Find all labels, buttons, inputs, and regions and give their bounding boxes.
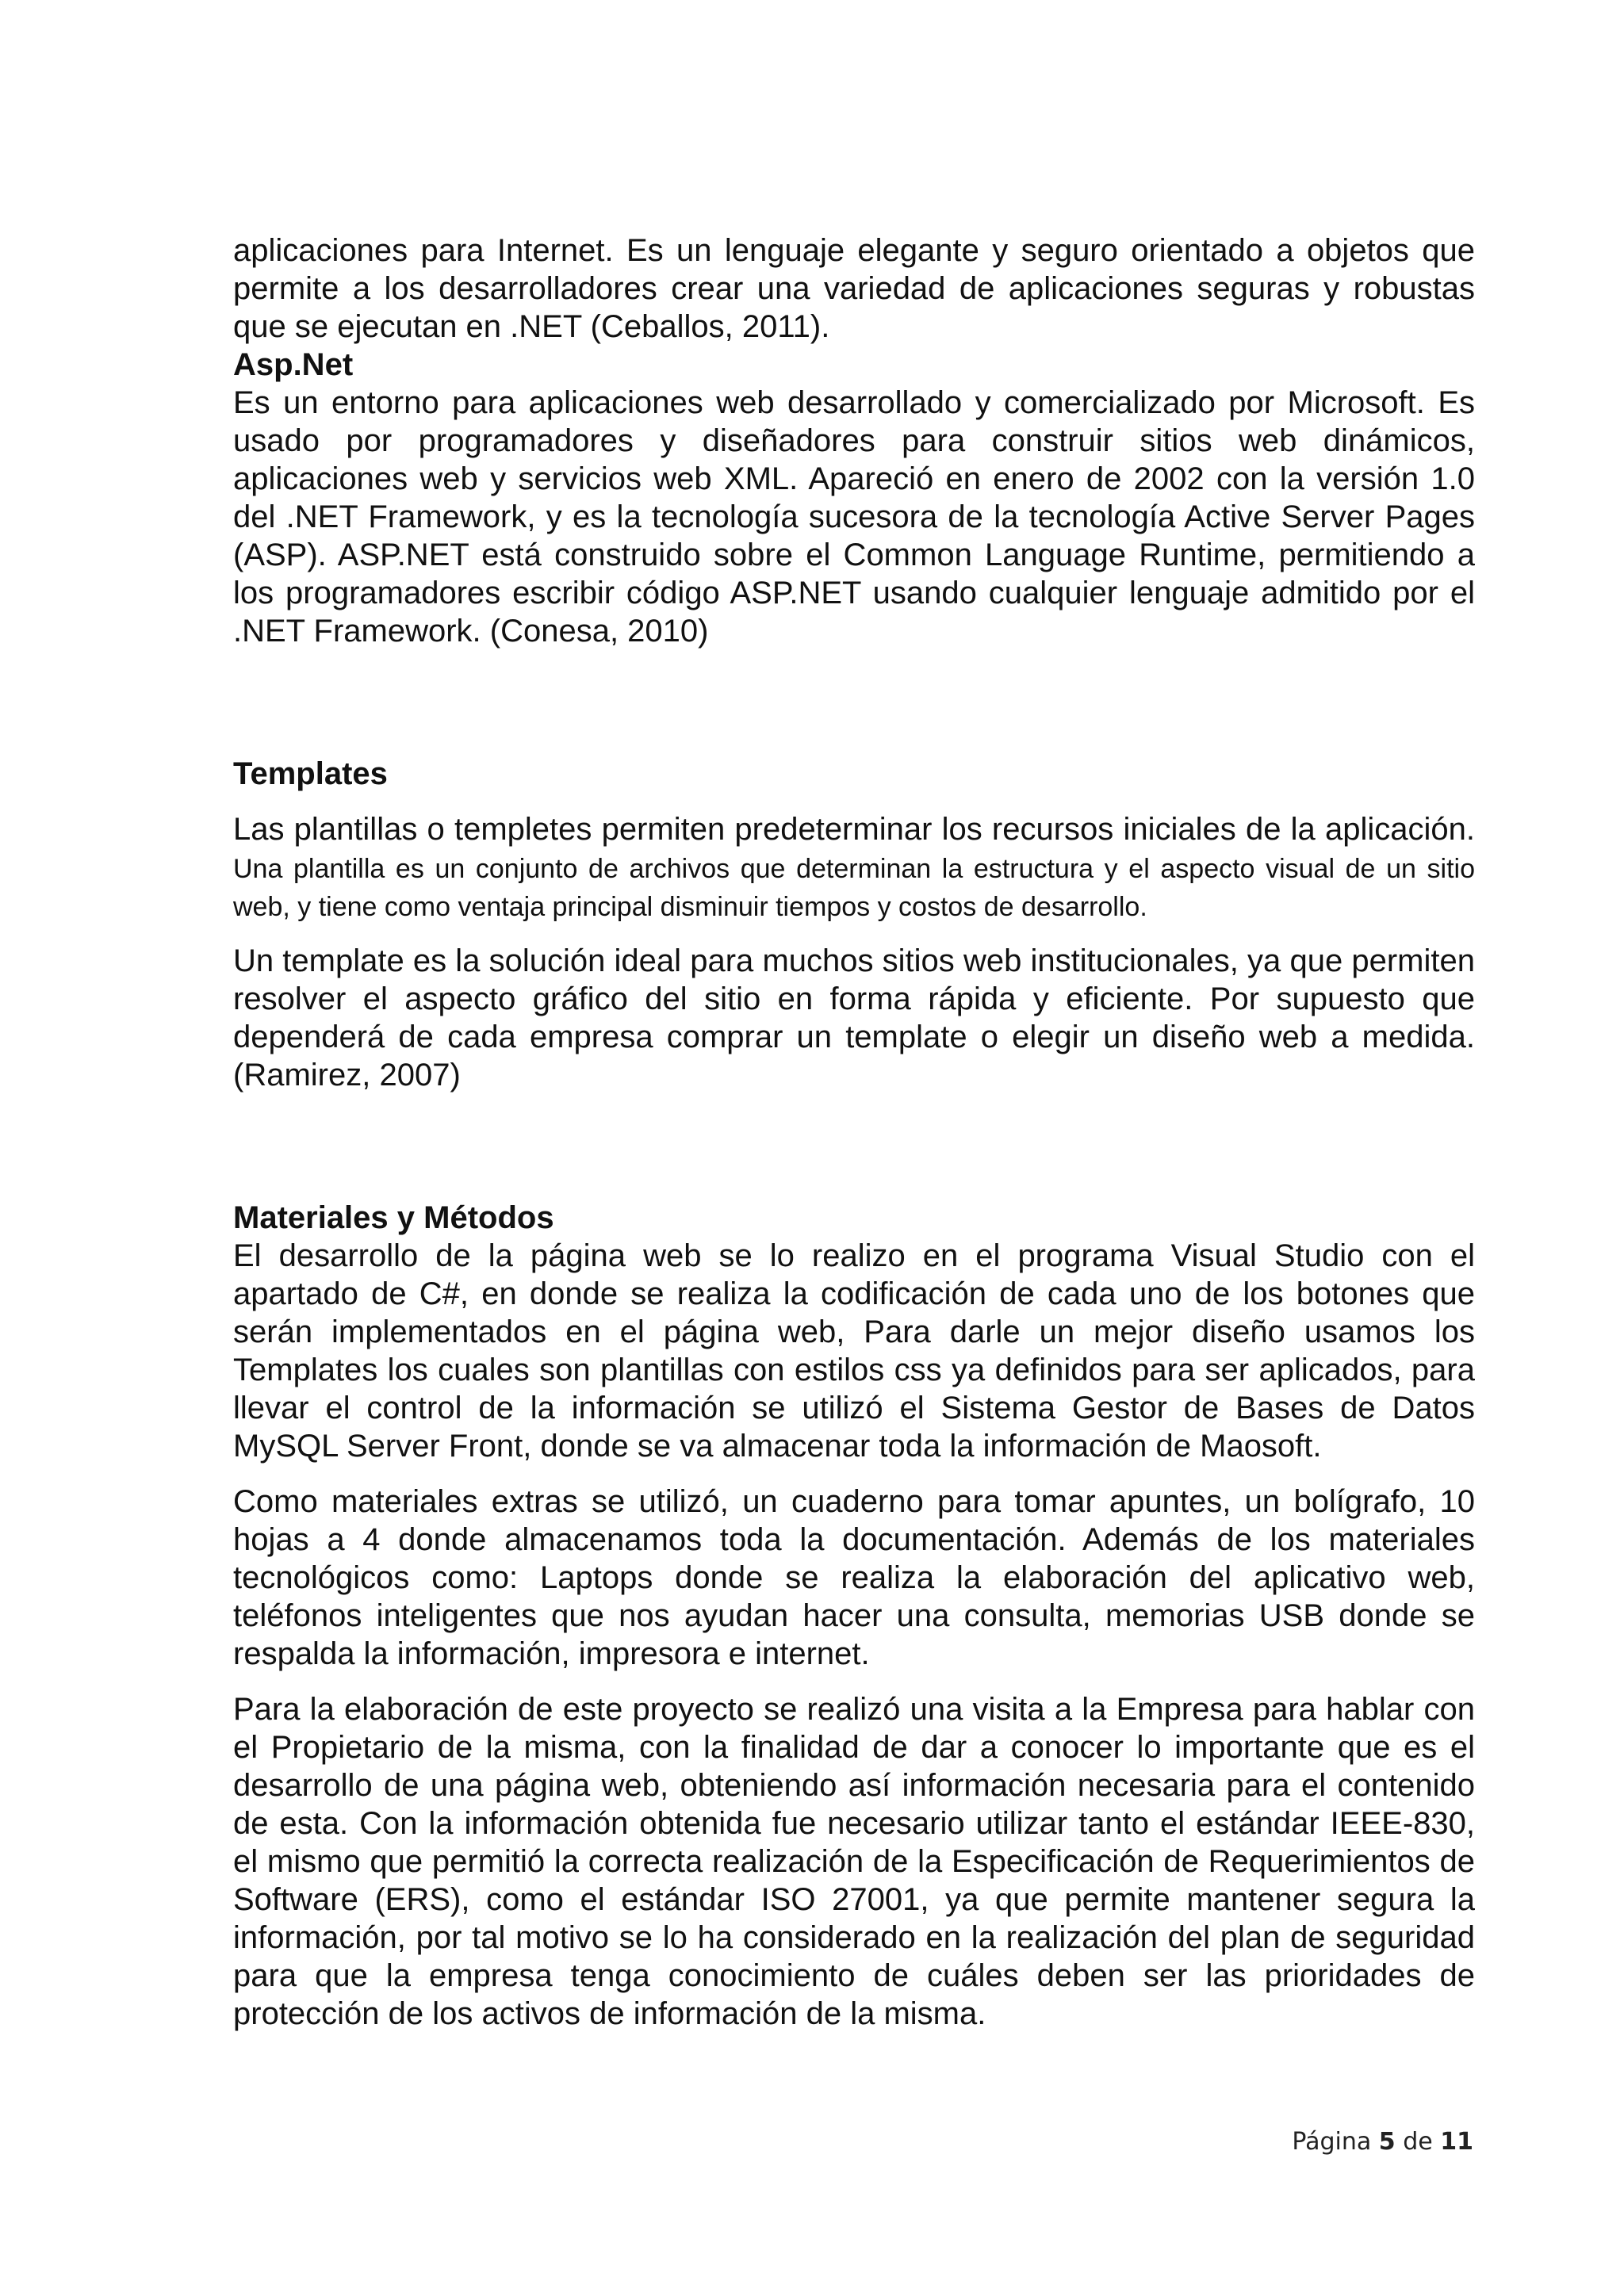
heading-spacer	[233, 793, 1475, 810]
materiales-heading: Materiales y Métodos	[233, 1200, 554, 1235]
templates-heading: Templates	[233, 756, 388, 791]
materiales-paragraph-1: El desarrollo de la página web se lo realizo en el programa Visual Studio con el apartado de C#, en donde se realiza la codificación de cada uno de los botones que serán implementados en el página web, Para darle un mejor diseño usamos los Templates los cuales son plantillas con estilos css ya definidos para ser aplicados, para llevar el control de la información se utilizó el Sistema Gestor de Bases de Datos MySQL Server Front, donde se va almacenar toda la información de Maosoft.	[233, 1238, 1475, 1464]
templates-paragraph-1-rest: Una plantilla es un conjunto de archivos que determinan la estructura y el aspecto visual de un sitio web, y tiene como ventaja principal disminuir tiempos y costos de desarrollo.	[233, 854, 1475, 922]
paragraph-spacer	[233, 1673, 1475, 1690]
templates-paragraph-2: Un template es la solución ideal para muchos sitios web institucionales, ya que permiten resolver el aspecto gráfico del sitio en forma rápida y eficiente. Por supuesto que dependerá de cada empresa comprar un template o elegir un diseño web a medida. (Ramirez, 2007)	[233, 943, 1475, 1093]
section-spacer	[233, 650, 1475, 755]
footer-label: Página	[1292, 2128, 1372, 2156]
paragraph-spacer	[233, 1465, 1475, 1483]
footer-total-pages: 11	[1440, 2128, 1473, 2156]
page-number-footer	[1292, 2128, 1473, 2156]
page-content	[233, 232, 1475, 2033]
aspnet-heading: Asp.Net	[233, 347, 354, 382]
aspnet-paragraph: Es un entorno para aplicaciones web desarrollado y comercializado por Microsoft. Es usado por programadores y diseñadores para construir sitios web dinámicos, aplicaciones web y servicios web XML. Apareció en enero de 2002 con la versión 1.0 del .NET Framework, y es la tecnología sucesora de la tecnología Active Server Pages (ASP). ASP.NET está construido sobre el Common Language Runtime, permitiendo a los programadores escribir código ASP.NET usando cualquier lenguaje admitido por el .NET Framework. (Conesa, 2010)	[233, 385, 1475, 649]
footer-of: de	[1403, 2128, 1433, 2156]
paragraph-spacer	[233, 924, 1475, 942]
section-spacer	[233, 1094, 1475, 1199]
materiales-paragraph-3: Para la elaboración de este proyecto se realizó una visita a la Empresa para hablar con el Propietario de la misma, con la finalidad de dar a conocer lo importante que es el desarrollo de una página web, obteniendo así información necesaria para el contenido de esta. Con la información obtenida fue necesario utilizar tanto el estándar IEEE-830, el mismo que permitió la correcta realización de la Especificación de Requerimientos de Software (ERS), como el estándar ISO 27001, ya que permite mantener segura la información, por tal motivo se lo ha considerado en la realización del plan de seguridad para que la empresa tenga conocimiento de cuáles deben ser las prioridades de protección de los activos de información de la misma.	[233, 1692, 1475, 2031]
templates-paragraph-1-lead: Las plantillas o templetes permiten predeterminar los recursos iniciales de la aplicación.	[233, 812, 1475, 847]
templates-paragraph-1	[233, 810, 1475, 924]
materiales-paragraph-2: Como materiales extras se utilizó, un cuaderno para tomar apuntes, un bolígrafo, 10 hojas a 4 donde almacenamos toda la documentación. Además de los materiales tecnológicos como: Laptops donde se realiza la elaboración del aplicativo web, teléfonos inteligentes que nos ayudan hacer una consulta, memorias USB donde se respalda la información, impresora e internet.	[233, 1484, 1475, 1671]
footer-current-page: 5	[1378, 2128, 1396, 2156]
intro-paragraph: aplicaciones para Internet. Es un lenguaje elegante y seguro orientado a objetos que permite a los desarrolladores crear una variedad de aplicaciones seguras y robustas que se ejecutan en .NET (Ceballos, 2011).	[233, 233, 1475, 344]
